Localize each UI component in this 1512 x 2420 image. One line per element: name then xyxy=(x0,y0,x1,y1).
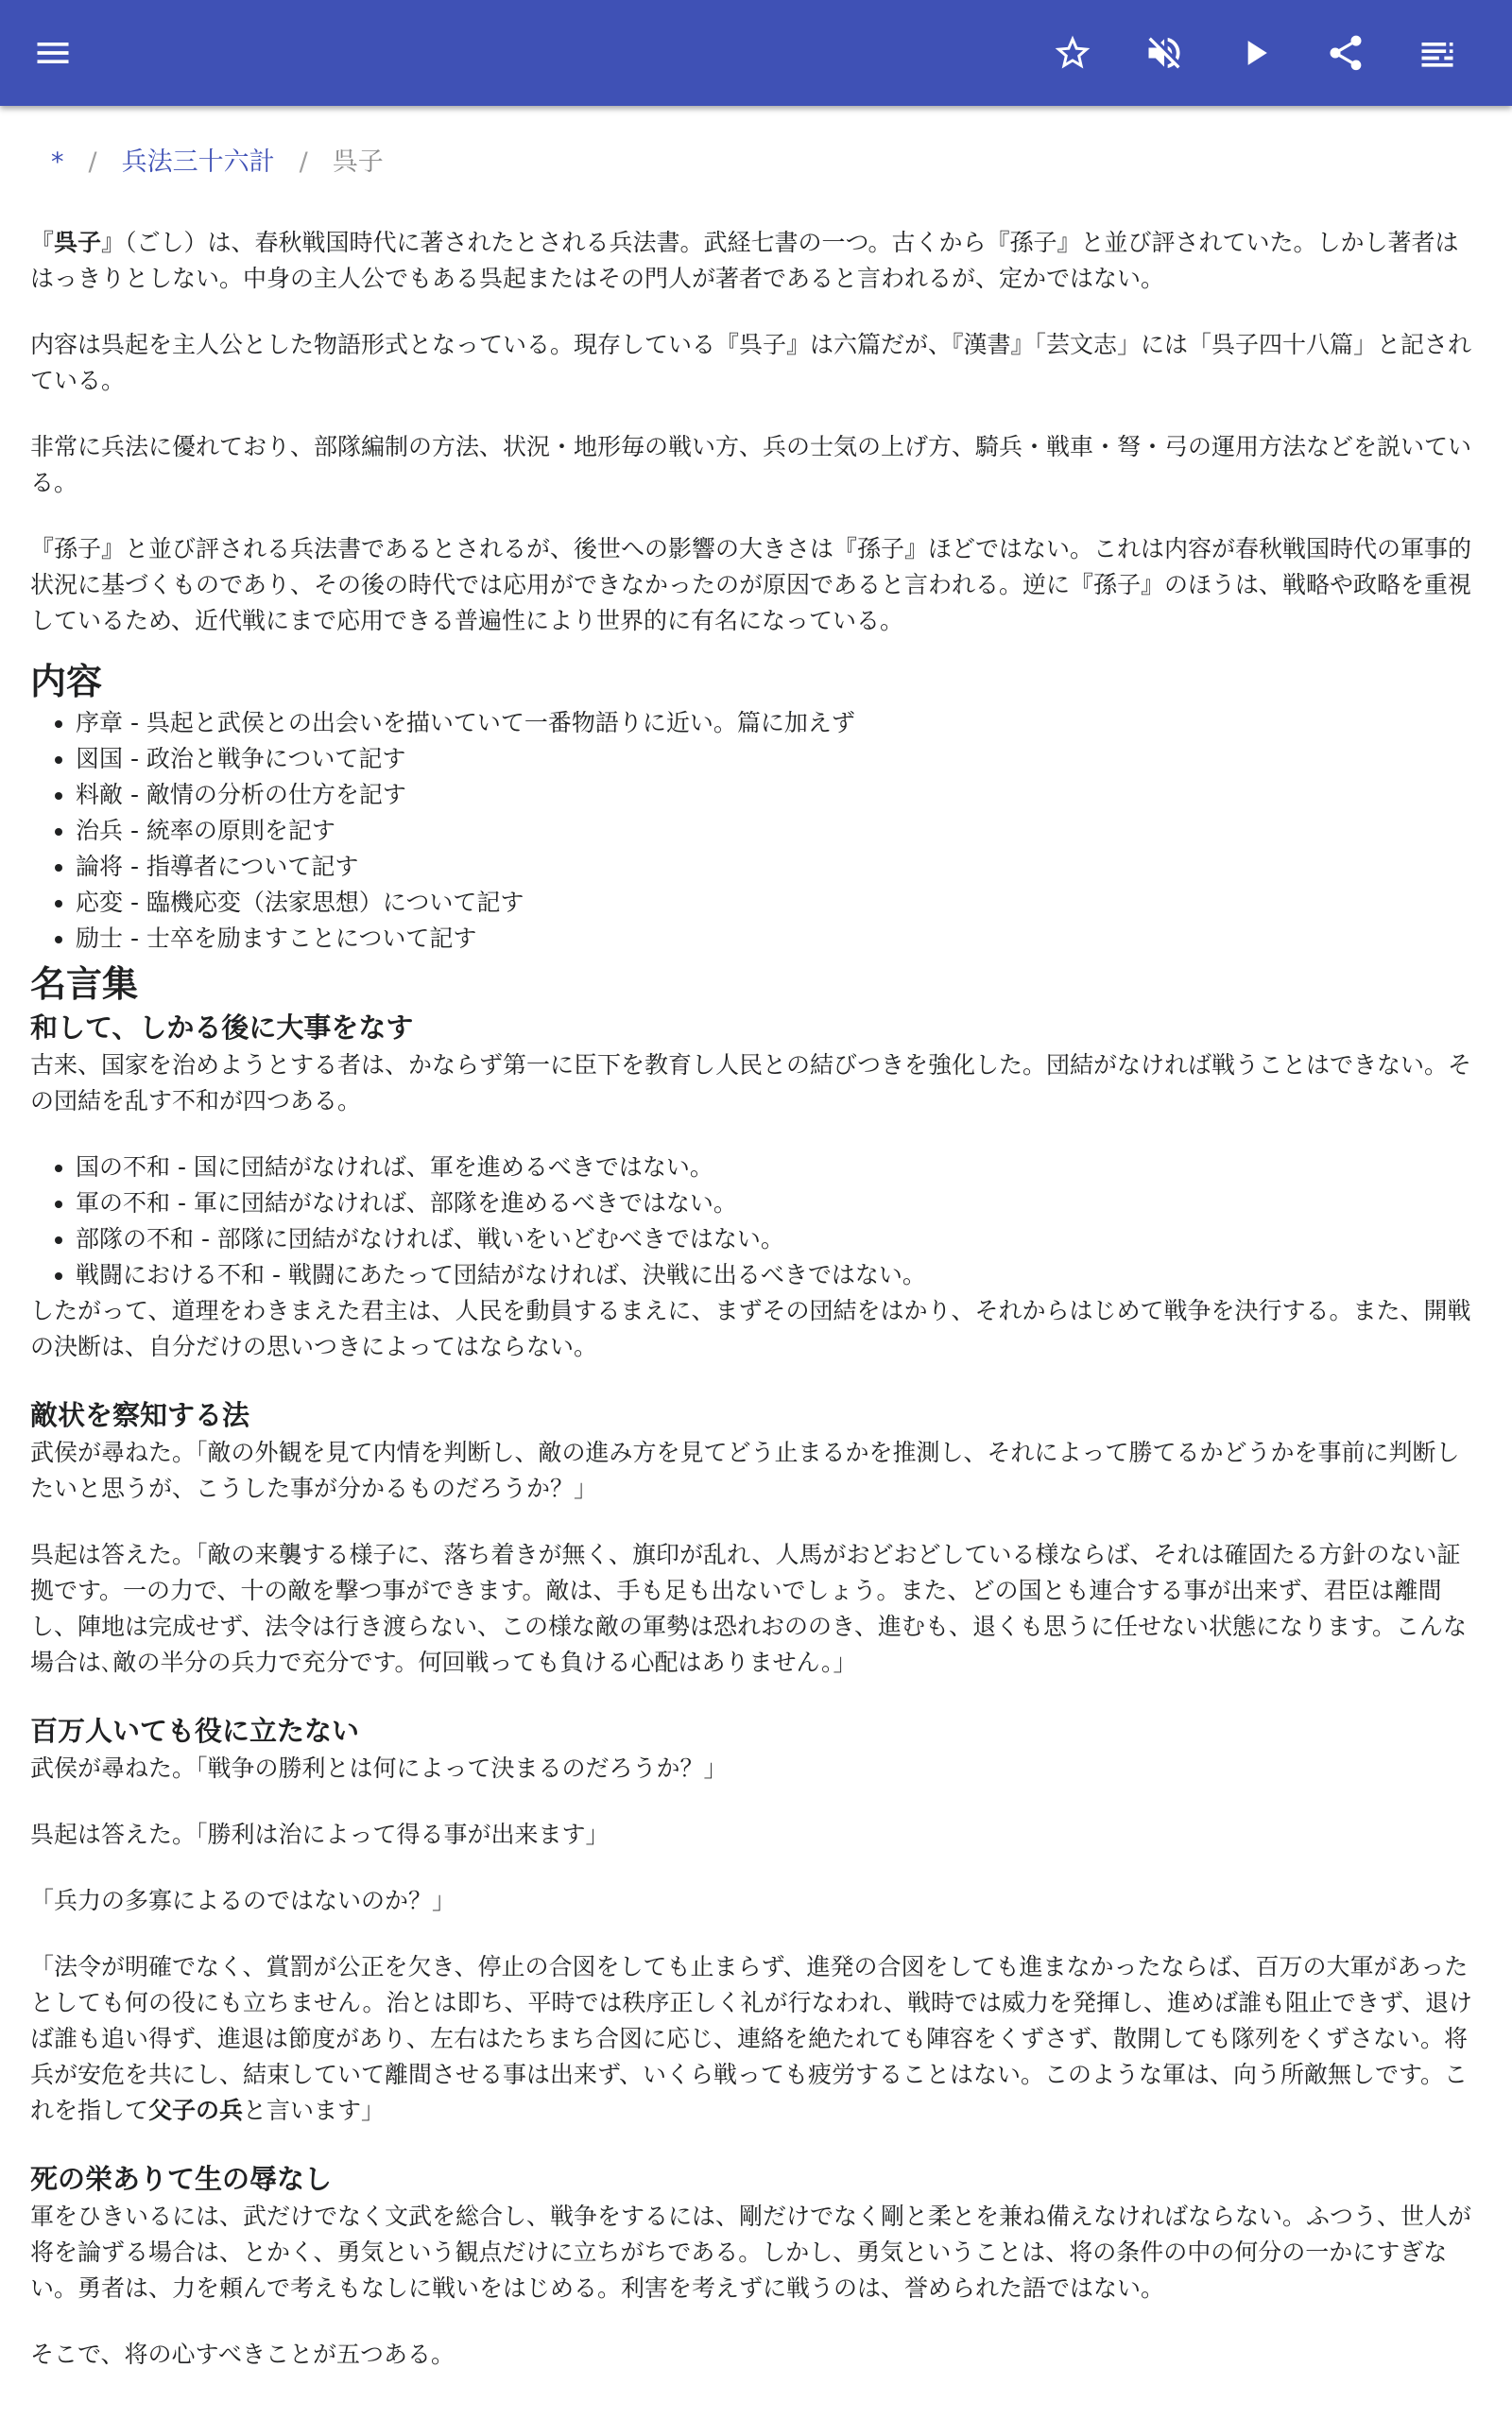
paragraph: 呉起は答えた。「敵の来襲する様子に、落ち着きが無く、旗印が乱れ、人馬がおどおどしている様ならば、それは確固たる方針のない証拠です。一の力で、十の敵を撃つ事ができます。敵は、手も足も出ないでしょう。また、どの国とも連合する事が出来ず、君臣は離間し、陣地は完成せず、法令は行き渡らない、この様な敵の軍勢は恐れおののき、進むも、退くも思うに任せない状態になります。こんな場合は､敵の半分の兵力で充分です。何回戦っても負ける心配はありません。」 xyxy=(30,1541,1468,1676)
app-bar xyxy=(0,0,1512,106)
play-button[interactable] xyxy=(1225,23,1285,83)
breadcrumb-parent-link[interactable]: 兵法三十六計 xyxy=(121,147,275,177)
paragraph: 古来、国家を治めようとする者は、かならず第一に臣下を教育し人民との結びつきを強化した。団結がなければ戦うことはできない。その団結を乱す不和が四つある。 xyxy=(30,1051,1472,1115)
subsection-heading: 死の栄ありて生の辱なし xyxy=(30,2163,333,2195)
breadcrumb-separator: / xyxy=(88,147,97,177)
menu-button[interactable] xyxy=(23,23,83,83)
intro-paragraph-1 xyxy=(30,225,1482,297)
text-segment: 『 xyxy=(30,229,55,256)
subsection-heading: 敵状を察知する法 xyxy=(30,1399,250,1431)
share-button[interactable] xyxy=(1315,23,1376,83)
intro-paragraph-2: 内容は呉起を主人公とした物語形式となっている。現存している『呉子』は六篇だが、『漢書』「芸文志」には「呉子四十八篇」と記されている。 xyxy=(30,331,1472,394)
contents-list xyxy=(30,705,1482,957)
list-item: • 料敵 - 敵情の分析の仕方を記す xyxy=(76,777,1482,813)
text-segment: 「法令が明確でなく、賞罰が公正を欠き、停止の合図をしても止まらず、進発の合図をしても進まなかったならば、百万の大軍があったとしても何の役にも立ちません。治とは即ち、平時では秩序正しく礼が行なわれ、戦時では威力を発揮し、進めば誰も阻止できず、退けば誰も追い得ず、進退は節度があり、左右はたちまち合図に応じ、連絡を絶たれても陣容をくずさず、散開しても隊列をくずさない。将兵が安危を共にし、結束していて離間させる事は出来ず、いくら戦っても疲労することはない。このような軍は、向う所敵無しです。これを指して xyxy=(30,1953,1473,2124)
play-icon xyxy=(1234,32,1276,74)
paragraph: 武侯が尋ねた。「戦争の勝利とは何によって決まるのだろうか？」 xyxy=(30,1754,728,1782)
paragraph xyxy=(30,1949,1482,2129)
text-segment: と言います」 xyxy=(243,2097,386,2124)
volume-off-icon xyxy=(1143,32,1185,74)
paragraph: 軍をひきいるには、武だけでなく文武を総合し、戦争をするには、剛だけでなく剛と柔とを兼ね備えなければならない。ふつう、世人が将を論ずる場合は、とかく、勇気という観点だけに立ちがちである。しかし、勇気ということは、将の条件の中の何分の一かにすぎない。勇者は、力を頼んで考えもなしに戦いをはじめる。利害を考えずに戦うのは、誉められた語ではない。 xyxy=(30,2203,1472,2302)
star-outline-icon xyxy=(1052,32,1093,74)
mute-button[interactable] xyxy=(1134,23,1194,83)
text-segment: 』（ごし）は、春秋戦国時代に著されたとされる兵法書。武経七書の一つ。古くから『孫子』と並び評されていた。しかし著者ははっきりとしない。中身の主人公でもある呉起またはその門人が著者であると言われるが、定かではない。 xyxy=(30,229,1459,292)
breadcrumb-separator: / xyxy=(299,147,308,177)
list-item: • 軍の不和 - 軍に団結がなければ、部隊を進めるべきではない。 xyxy=(76,1185,1482,1221)
menu-icon xyxy=(32,32,74,74)
list-item: • 論将 - 指導者について記す xyxy=(76,849,1482,885)
subsection-heading: 百万人いても役に立たない xyxy=(30,1715,360,1747)
section-heading-contents: 内容 xyxy=(30,661,103,702)
contents-list-button[interactable] xyxy=(1407,23,1468,83)
intro-paragraph-3: 非常に兵法に優れており、部隊編制の方法、状況・地形毎の戦い方、兵の士気の上げ方、騎兵・戦車・弩・弓の運用方法などを説いている。 xyxy=(30,433,1472,496)
list-item: • 図国 - 政治と戦争について記す xyxy=(76,741,1482,777)
list-item: • 励士 - 士卒を励ますことについて記す xyxy=(76,921,1482,957)
list-item: • 国の不和 - 国に団結がなければ、軍を進めるべきではない。 xyxy=(76,1150,1482,1185)
paragraph: したがって、道理をわきまえた君主は、人民を動員するまえに、まずその団結をはかり、それからはじめて戦争を決行する。また、開戦の決断は、自分だけの思いつきによってはならない。 xyxy=(30,1297,1471,1360)
paragraph: 呉起は答えた。「勝利は治によって得る事が出来ます」 xyxy=(30,1821,610,1848)
paragraph: 武侯が尋ねた。「敵の外観を見て内情を判断し、敵の進み方を見てどう止まるかを推測し、それによって勝てるかどうかを事前に判断したいと思うが、こうした事が分かるものだろうか？」 xyxy=(30,1439,1460,1502)
share-icon xyxy=(1325,32,1366,74)
playlist-icon xyxy=(1417,32,1458,74)
list-item: • 部隊の不和 - 部隊に団結がなければ、戦いをいどむべきではない。 xyxy=(76,1221,1482,1257)
discord-list xyxy=(30,1150,1482,1293)
list-item: • 序章 - 呉起と武侯との出会いを描いていて一番物語りに近い。篇に加えず xyxy=(76,705,1482,741)
bold-term: 父子の兵 xyxy=(148,2097,244,2124)
breadcrumb-home-link[interactable]: * xyxy=(51,147,64,177)
article-title-bold: 呉子 xyxy=(54,229,102,256)
list-item: • 治兵 - 統率の原則を記す xyxy=(76,813,1482,849)
paragraph: そこで、将の心すべきことが五つある。 xyxy=(30,2341,455,2368)
list-item: • 応変 - 臨機応変（法家思想）について記す xyxy=(76,885,1482,921)
bookmark-button[interactable] xyxy=(1042,23,1103,83)
article-content xyxy=(30,142,1482,2403)
intro-paragraph-4: 『孫子』と並び評される兵法書であるとされるが、後世への影響の大きさは『孫子』ほどではない。これは内容が春秋戦国時代の軍事的状況に基づくものであり、その後の時代では応用ができなかったのが原因であると言われる。逆に『孫子』のほうは、戦略や政略を重視しているため、近代戦にまで応用できる普遍性により世界的に有名になっている。 xyxy=(30,535,1472,634)
list-item: • 戦闘における不和 - 戦闘にあたって団結がなければ、決戦に出るべきではない。 xyxy=(76,1257,1482,1293)
breadcrumb xyxy=(51,142,1482,183)
breadcrumb-current: 呉子 xyxy=(332,147,384,177)
section-heading-quotes: 名言集 xyxy=(30,963,139,1005)
paragraph: 「兵力の多寡によるのではないのか？」 xyxy=(30,1887,456,1914)
subsection-heading: 和して、しかる後に大事をなす xyxy=(30,1011,414,1044)
